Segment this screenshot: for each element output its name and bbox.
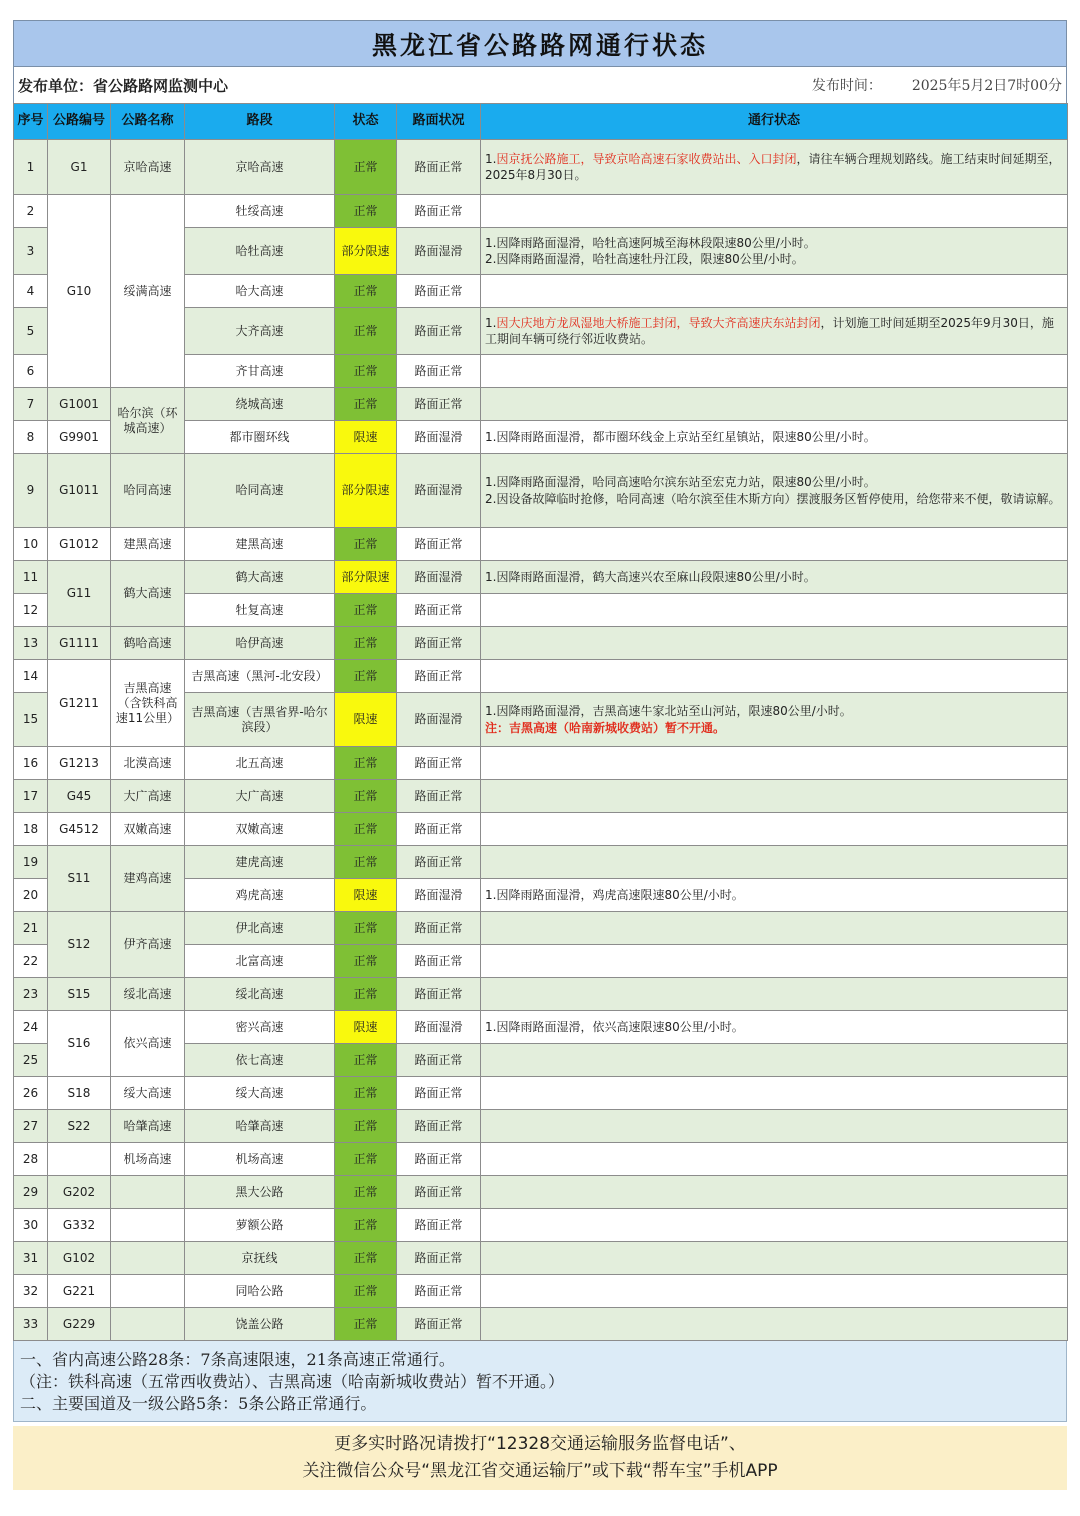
status-badge: 正常 (335, 528, 397, 561)
row-number: 24 (14, 1011, 48, 1044)
road-name (111, 1242, 185, 1275)
publisher-label: 发布单位：省公路路网监测中心 (18, 76, 229, 95)
table-row (14, 1176, 1068, 1209)
road-code: G1011 (48, 454, 111, 528)
traffic-note (481, 945, 1068, 978)
status-badge: 正常 (335, 1176, 397, 1209)
row-number: 32 (14, 1275, 48, 1308)
status-badge: 正常 (335, 195, 397, 228)
road-condition: 路面正常 (397, 846, 481, 879)
road-code: G1001 (48, 388, 111, 421)
road-name: 双嫩高速 (111, 813, 185, 846)
road-name: 京哈高速 (111, 140, 185, 195)
road-condition: 路面正常 (397, 140, 481, 195)
road-condition: 路面正常 (397, 747, 481, 780)
header-cell: 公路名称 (111, 104, 185, 140)
row-number: 1 (14, 140, 48, 195)
row-number: 23 (14, 978, 48, 1011)
table-row (14, 747, 1068, 780)
table-row (14, 454, 1068, 528)
traffic-note (481, 660, 1068, 693)
table-row (14, 528, 1068, 561)
road-segment: 哈伊高速 (185, 627, 335, 660)
road-condition: 路面正常 (397, 308, 481, 355)
status-badge: 正常 (335, 660, 397, 693)
header-cell: 序号 (14, 104, 48, 140)
traffic-note (481, 627, 1068, 660)
road-code: S11 (48, 846, 111, 912)
road-name: 鹤大高速 (111, 561, 185, 627)
row-number: 2 (14, 195, 48, 228)
road-segment: 绕城高速 (185, 388, 335, 421)
page-title: 黑龙江省公路路网通行状态 (13, 20, 1067, 67)
road-code: S22 (48, 1110, 111, 1143)
road-segment: 密兴高速 (185, 1011, 335, 1044)
row-number: 18 (14, 813, 48, 846)
road-name: 绥北高速 (111, 978, 185, 1011)
status-badge: 正常 (335, 978, 397, 1011)
road-condition: 路面正常 (397, 355, 481, 388)
road-segment: 黑大公路 (185, 1176, 335, 1209)
row-number: 8 (14, 421, 48, 454)
traffic-note (481, 561, 1068, 594)
row-number: 17 (14, 780, 48, 813)
row-number: 16 (14, 747, 48, 780)
status-badge: 限速 (335, 1011, 397, 1044)
table-row (14, 1143, 1068, 1176)
road-code: G45 (48, 780, 111, 813)
row-number: 4 (14, 275, 48, 308)
note-text: 因大庆地方龙凤湿地大桥施工封闭，导致大齐高速庆东站封闭 (496, 315, 821, 330)
road-condition: 路面正常 (397, 912, 481, 945)
road-condition: 路面正常 (397, 1077, 481, 1110)
road-segment: 吉黑高速（吉黑省界-哈尔滨段） (185, 693, 335, 747)
status-badge: 正常 (335, 627, 397, 660)
traffic-note (481, 228, 1068, 275)
road-code (48, 1143, 111, 1176)
note-text: 1. (485, 151, 497, 166)
traffic-note (481, 1044, 1068, 1077)
road-segment: 齐甘高速 (185, 355, 335, 388)
road-condition: 路面正常 (397, 660, 481, 693)
status-badge: 正常 (335, 1077, 397, 1110)
road-segment: 京哈高速 (185, 140, 335, 195)
traffic-note (481, 879, 1068, 912)
traffic-note (481, 1275, 1068, 1308)
road-code: G1012 (48, 528, 111, 561)
row-number: 7 (14, 388, 48, 421)
note-text: 1. (485, 315, 497, 330)
header-cell: 路段 (185, 104, 335, 140)
note-text: 2.因设备故障临时抢修，哈同高速（哈尔滨至佳木斯方向）摆渡服务区暂停使用，给您带来不便，敬请谅解。 (485, 491, 1061, 506)
status-badge: 正常 (335, 945, 397, 978)
status-badge: 限速 (335, 421, 397, 454)
road-name: 依兴高速 (111, 1011, 185, 1077)
footer-line: 关注微信公众号“黑龙江省交通运输厅”或下载“帮车宝”手机APP (302, 1461, 778, 1481)
road-segment: 北富高速 (185, 945, 335, 978)
road-condition: 路面湿滑 (397, 421, 481, 454)
status-badge: 正常 (335, 355, 397, 388)
road-condition: 路面湿滑 (397, 693, 481, 747)
table-row (14, 1110, 1068, 1143)
road-condition: 路面正常 (397, 780, 481, 813)
row-number: 3 (14, 228, 48, 275)
road-condition: 路面正常 (397, 1044, 481, 1077)
table-row (14, 1209, 1068, 1242)
table-row (14, 912, 1068, 945)
traffic-note (481, 1242, 1068, 1275)
publish-time (812, 75, 1066, 95)
summary-line: 一、省内高速公路28条：7条高速限速，21条高速正常通行。 (20, 1350, 455, 1369)
road-code: G9901 (48, 421, 111, 454)
status-table (13, 103, 1068, 1341)
status-badge: 正常 (335, 1275, 397, 1308)
status-badge: 部分限速 (335, 454, 397, 528)
status-badge: 正常 (335, 1242, 397, 1275)
road-segment: 机场高速 (185, 1143, 335, 1176)
road-code: G1 (48, 140, 111, 195)
road-condition: 路面正常 (397, 1143, 481, 1176)
road-name (111, 1308, 185, 1341)
note-text: 因京抚公路施工，导致京哈高速石家收费站出、入口封闭 (496, 151, 797, 166)
table-row (14, 813, 1068, 846)
row-number: 20 (14, 879, 48, 912)
row-number: 22 (14, 945, 48, 978)
traffic-note (481, 1011, 1068, 1044)
road-segment: 绥北高速 (185, 978, 335, 1011)
road-condition: 路面正常 (397, 594, 481, 627)
road-condition: 路面正常 (397, 978, 481, 1011)
status-badge: 正常 (335, 813, 397, 846)
status-badge: 正常 (335, 1110, 397, 1143)
road-condition: 路面正常 (397, 195, 481, 228)
road-segment: 同哈公路 (185, 1275, 335, 1308)
row-number: 6 (14, 355, 48, 388)
row-number: 14 (14, 660, 48, 693)
row-number: 13 (14, 627, 48, 660)
status-badge: 正常 (335, 388, 397, 421)
road-code: G4512 (48, 813, 111, 846)
status-badge: 部分限速 (335, 561, 397, 594)
road-name: 哈同高速 (111, 454, 185, 528)
status-badge: 限速 (335, 879, 397, 912)
row-number: 26 (14, 1077, 48, 1110)
road-code: G332 (48, 1209, 111, 1242)
footer-banner (13, 1426, 1067, 1490)
road-name (111, 1176, 185, 1209)
road-name: 建鸡高速 (111, 846, 185, 912)
summary-line: （注：铁科高速（五常西收费站）、吉黑高速（哈南新城收费站）暂不开通。） (20, 1372, 565, 1391)
status-badge: 正常 (335, 1044, 397, 1077)
publish-time-label: 发布时间： (811, 78, 882, 94)
traffic-note (481, 1110, 1068, 1143)
road-code: G11 (48, 561, 111, 627)
status-badge: 正常 (335, 846, 397, 879)
header-cell: 路面状况 (397, 104, 481, 140)
status-badge: 正常 (335, 140, 397, 195)
note-text: 1.因降雨路面湿滑，鹤大高速兴农至麻山段限速80公里/小时。 (485, 569, 816, 584)
road-name: 北漠高速 (111, 747, 185, 780)
row-number: 12 (14, 594, 48, 627)
note-text: 2.因降雨路面湿滑，哈牡高速牡丹江段，限速80公里/小时。 (485, 252, 804, 266)
traffic-note (481, 912, 1068, 945)
traffic-note (481, 1077, 1068, 1110)
status-badge: 正常 (335, 308, 397, 355)
table-row (14, 978, 1068, 1011)
row-number: 29 (14, 1176, 48, 1209)
note-text: 1.因降雨路面湿滑，都市圈环线金上京站至红星镇站，限速80公里/小时。 (485, 429, 876, 444)
traffic-note (481, 421, 1068, 454)
table-row (14, 388, 1068, 421)
road-segment: 绥大高速 (185, 1077, 335, 1110)
road-segment: 牡绥高速 (185, 195, 335, 228)
road-segment: 饶盖公路 (185, 1308, 335, 1341)
road-segment: 伊北高速 (185, 912, 335, 945)
road-segment: 萝额公路 (185, 1209, 335, 1242)
traffic-note (481, 140, 1068, 195)
table-row (14, 1011, 1068, 1044)
road-code: G202 (48, 1176, 111, 1209)
traffic-note (481, 195, 1068, 228)
status-badge: 正常 (335, 1143, 397, 1176)
table-row (14, 660, 1068, 693)
road-name: 绥满高速 (111, 195, 185, 388)
row-number: 25 (14, 1044, 48, 1077)
road-name: 鹤哈高速 (111, 627, 185, 660)
traffic-note (481, 747, 1068, 780)
road-segment: 大齐高速 (185, 308, 335, 355)
road-segment: 哈大高速 (185, 275, 335, 308)
publish-info-row (13, 67, 1067, 103)
table-row (14, 846, 1068, 879)
note-text: 注：吉黑高速（哈南新城收费站）暂不开通。 (485, 720, 726, 735)
table-row (14, 1308, 1068, 1341)
road-segment: 建虎高速 (185, 846, 335, 879)
road-segment: 都市圈环线 (185, 421, 335, 454)
road-name: 绥大高速 (111, 1077, 185, 1110)
road-code: S12 (48, 912, 111, 978)
road-name: 伊齐高速 (111, 912, 185, 978)
row-number: 15 (14, 693, 48, 747)
row-number: 27 (14, 1110, 48, 1143)
road-code: G1211 (48, 660, 111, 747)
road-segment: 哈同高速 (185, 454, 335, 528)
table-row (14, 195, 1068, 228)
table-row (14, 780, 1068, 813)
road-name: 哈尔滨（环城高速） (111, 388, 185, 454)
road-name: 机场高速 (111, 1143, 185, 1176)
traffic-note (481, 846, 1068, 879)
road-code: G229 (48, 1308, 111, 1341)
traffic-note (481, 308, 1068, 355)
road-condition: 路面湿滑 (397, 561, 481, 594)
row-number: 33 (14, 1308, 48, 1341)
road-condition: 路面湿滑 (397, 454, 481, 528)
road-condition: 路面湿滑 (397, 879, 481, 912)
road-condition: 路面湿滑 (397, 1011, 481, 1044)
status-badge: 部分限速 (335, 228, 397, 275)
note-text: 1.因降雨路面湿滑，哈牡高速阿城至海林段限速80公里/小时。 (485, 235, 816, 250)
road-condition: 路面正常 (397, 1176, 481, 1209)
status-badge: 正常 (335, 275, 397, 308)
traffic-note (481, 813, 1068, 846)
row-number: 9 (14, 454, 48, 528)
summary-box (13, 1341, 1067, 1422)
header-cell: 公路编号 (48, 104, 111, 140)
traffic-note (481, 1143, 1068, 1176)
row-number: 31 (14, 1242, 48, 1275)
publish-time-value: 2025年5月2日7时00分 (911, 78, 1062, 94)
note-text: 1.因降雨路面湿滑，吉黑高速牛家北站至山河站，限速80公里/小时。 (485, 704, 852, 719)
status-badge: 限速 (335, 693, 397, 747)
road-segment: 牡复高速 (185, 594, 335, 627)
road-name: 哈肇高速 (111, 1110, 185, 1143)
status-badge: 正常 (335, 1209, 397, 1242)
road-condition: 路面正常 (397, 1242, 481, 1275)
road-condition: 路面正常 (397, 627, 481, 660)
road-condition: 路面正常 (397, 1110, 481, 1143)
status-badge: 正常 (335, 780, 397, 813)
status-badge: 正常 (335, 747, 397, 780)
footer-line: 更多实时路况请拨打“12328交通运输服务监督电话”、 (334, 1434, 746, 1454)
status-badge: 正常 (335, 1308, 397, 1341)
status-badge: 正常 (335, 594, 397, 627)
traffic-note (481, 1176, 1068, 1209)
road-segment: 双嫩高速 (185, 813, 335, 846)
row-number: 30 (14, 1209, 48, 1242)
road-name: 建黑高速 (111, 528, 185, 561)
table-row (14, 1275, 1068, 1308)
road-condition: 路面正常 (397, 388, 481, 421)
note-text: 1.因降雨路面湿滑，哈同高速哈尔滨东站至宏克力站，限速80公里/小时。 (485, 475, 876, 490)
row-number: 28 (14, 1143, 48, 1176)
road-condition: 路面正常 (397, 1275, 481, 1308)
road-code: S18 (48, 1077, 111, 1110)
road-segment: 吉黑高速（黑河-北安段） (185, 660, 335, 693)
table-row (14, 1077, 1068, 1110)
row-number: 5 (14, 308, 48, 355)
road-name: 吉黑高速（含铁科高速11公里） (111, 660, 185, 747)
road-segment: 大广高速 (185, 780, 335, 813)
header-cell: 通行状态 (481, 104, 1068, 140)
road-segment: 鸡虎高速 (185, 879, 335, 912)
note-text: ，请往车辆合理规划路线。施工结束时间延期至，2025年8月30日。 (485, 151, 1061, 182)
road-code: S15 (48, 978, 111, 1011)
row-number: 11 (14, 561, 48, 594)
road-condition: 路面正常 (397, 528, 481, 561)
table-row (14, 561, 1068, 594)
note-text: 1.因降雨路面湿滑，依兴高速限速80公里/小时。 (485, 1019, 744, 1034)
road-code: G221 (48, 1275, 111, 1308)
traffic-note (481, 780, 1068, 813)
road-code: G10 (48, 195, 111, 388)
traffic-note (481, 693, 1068, 747)
road-condition: 路面正常 (397, 1308, 481, 1341)
road-name: 大广高速 (111, 780, 185, 813)
traffic-note (481, 528, 1068, 561)
road-condition: 路面正常 (397, 813, 481, 846)
row-number: 19 (14, 846, 48, 879)
road-code: G1111 (48, 627, 111, 660)
road-segment: 哈牡高速 (185, 228, 335, 275)
table-row (14, 1242, 1068, 1275)
traffic-note (481, 1209, 1068, 1242)
status-badge: 正常 (335, 912, 397, 945)
table-header (14, 104, 1068, 140)
road-segment: 北五高速 (185, 747, 335, 780)
note-text: 1.因降雨路面湿滑，鸡虎高速限速80公里/小时。 (485, 887, 744, 902)
traffic-note (481, 275, 1068, 308)
road-condition: 路面正常 (397, 945, 481, 978)
road-condition: 路面正常 (397, 275, 481, 308)
road-code: S16 (48, 1011, 111, 1077)
table-row (14, 627, 1068, 660)
note-text: ，计划施工时间延期至2025年9月30日，施工期间车辆可绕行邻近收费站。 (485, 315, 1054, 346)
road-segment: 依七高速 (185, 1044, 335, 1077)
road-code: G1213 (48, 747, 111, 780)
traffic-note (481, 594, 1068, 627)
row-number: 21 (14, 912, 48, 945)
road-name (111, 1209, 185, 1242)
traffic-note (481, 388, 1068, 421)
header-cell: 状态 (335, 104, 397, 140)
road-condition: 路面正常 (397, 1209, 481, 1242)
road-name (111, 1275, 185, 1308)
road-status-sheet (13, 20, 1067, 1490)
traffic-note (481, 454, 1068, 528)
row-number: 10 (14, 528, 48, 561)
road-condition: 路面湿滑 (397, 228, 481, 275)
traffic-note (481, 355, 1068, 388)
road-segment: 建黑高速 (185, 528, 335, 561)
road-segment: 哈肇高速 (185, 1110, 335, 1143)
road-code: G102 (48, 1242, 111, 1275)
road-segment: 京抚线 (185, 1242, 335, 1275)
table-row (14, 140, 1068, 195)
traffic-note (481, 978, 1068, 1011)
traffic-note (481, 1308, 1068, 1341)
road-segment: 鹤大高速 (185, 561, 335, 594)
summary-line: 二、主要国道及一级公路5条：5条公路正常通行。 (20, 1394, 377, 1413)
